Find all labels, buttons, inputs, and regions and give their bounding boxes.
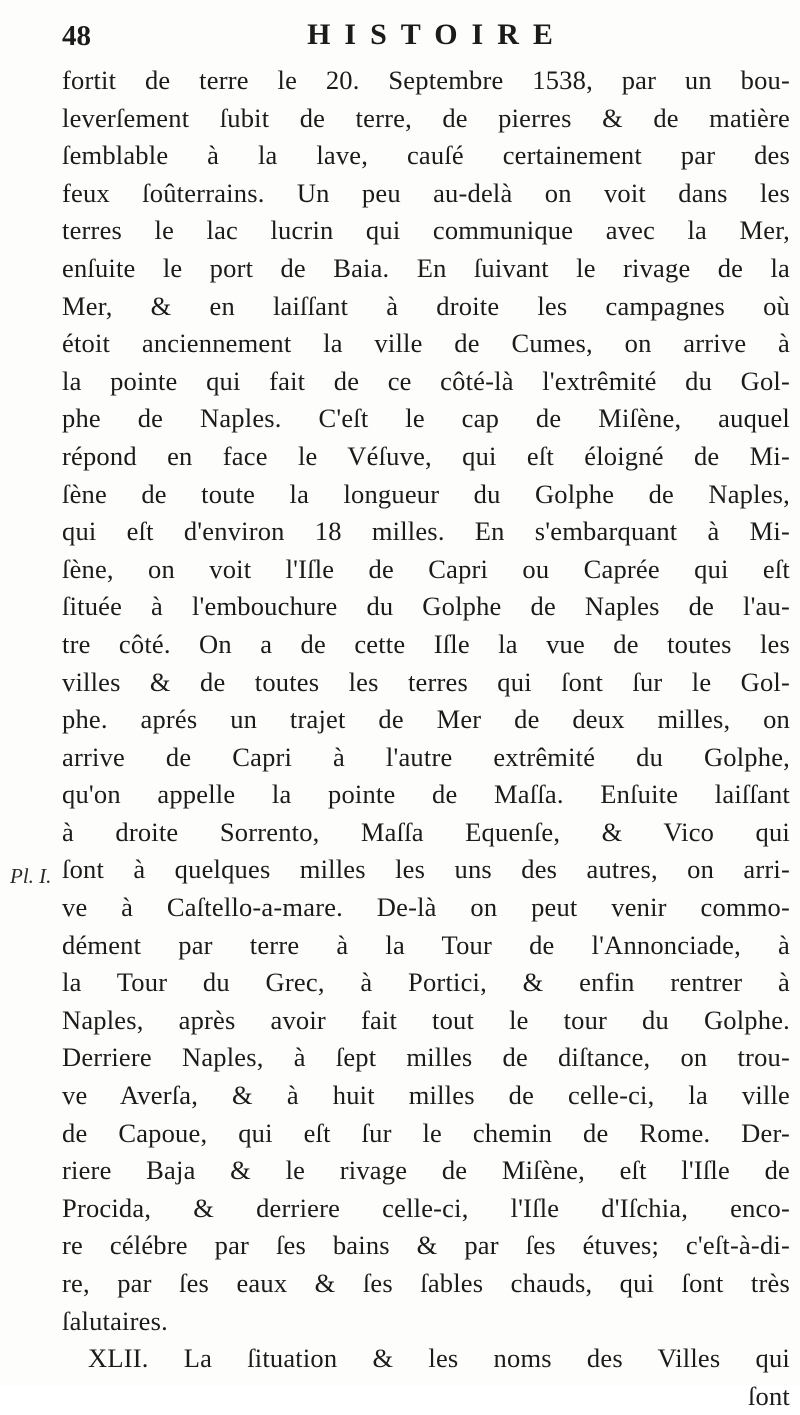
text-line: enſuite le port de Baia. En ſuivant le rivage de la — [62, 252, 790, 283]
text-line: feux ſoûterrains. Un peu au-delà on voit dans les — [62, 177, 790, 208]
text-line: tre côté. On a de cette Iſle la vue de toutes les — [62, 628, 790, 659]
text-line: qui eſt d'environ 18 milles. En s'embarquant à Mi- — [62, 516, 790, 547]
text-line: Derriere Naples, à ſept milles de diſtance, on trou- — [62, 1042, 790, 1073]
page-header — [62, 12, 782, 64]
text-line: ſont à quelques milles les uns des autres, on arri- — [62, 854, 790, 885]
text-line: ſalutaires. — [62, 1305, 168, 1336]
text-line: re, par ſes eaux & ſes ſables chauds, qui ſont très — [62, 1268, 790, 1298]
text-line: à droite Sorrento, Maſſa Equenſe, & Vico qui — [62, 816, 790, 847]
text-line: ve Averſa, & à huit milles de celle-ci, la ville — [62, 1080, 790, 1111]
text-line: ſène, on voit l'Iſle de Capri ou Caprée qui eſt — [62, 553, 790, 584]
text-line: phe. aprés un trajet de Mer de deux milles, on — [62, 704, 790, 735]
section-heading-line: XLII. La ſituation & les noms des Villes qui — [88, 1343, 790, 1374]
catchword: ſont — [747, 1380, 790, 1411]
text-line: riere Baja & le rivage de Miſène, eſt l'Iſle de — [62, 1155, 790, 1186]
margin-note-plate-reference: Pl. I. — [10, 864, 52, 888]
text-line: qu'on appelle la pointe de Maſſa. Enſuite laiſſant — [62, 779, 790, 810]
text-line: dément par terre à la Tour de l'Annonciade, à — [62, 929, 790, 960]
text-line: répond en face le Véſuve, qui eſt éloigné de Mi- — [62, 440, 790, 471]
text-line: étoit anciennement la ville de Cumes, on arrive à — [62, 328, 790, 359]
page-number: 48 — [62, 20, 91, 52]
text-line: Mer, & en laiſſant à droite les campagnes où — [62, 290, 790, 321]
text-line: ſène de toute la longueur du Golphe de Naples, — [62, 478, 790, 509]
text-line: villes & de toutes les terres qui ſont ſur le Gol- — [62, 666, 790, 697]
text-line: leverſement ſubit de terre, de pierres & de matière — [62, 102, 790, 133]
text-line: arrive de Capri à l'autre extrêmité du Golphe, — [62, 741, 790, 772]
text-line: la pointe qui fait de ce côté-là l'extrêmité du Gol- — [62, 365, 790, 396]
text-line: Procida, & derriere celle-ci, l'Iſle d'Iſchia, enco- — [62, 1192, 790, 1223]
text-line: fortit de terre le 20. Septembre 1538, par un bou- — [62, 65, 790, 95]
running-title: HISTOIRE — [307, 18, 567, 51]
text-line: la Tour du Grec, à Portici, & enfin rentrer à — [62, 967, 790, 998]
text-line: ſituée à l'embouchure du Golphe de Naples de l'au- — [62, 591, 790, 622]
text-line: ve à Caſtello-a-mare. De-là on peut venir commo- — [62, 892, 790, 923]
text-line: de Capoue, qui eſt ſur le chemin de Rome. Der- — [62, 1117, 790, 1148]
text-line: phe de Naples. C'eſt le cap de Miſène, auquel — [62, 403, 790, 434]
text-line: ſemblable à la lave, cauſé certainement par des — [62, 140, 790, 171]
body-text — [62, 62, 790, 1415]
text-line: terres le lac lucrin qui communique avec la Mer, — [62, 215, 790, 246]
text-line: re célébre par ſes bains & par ſes étuves; c'eſt-à-di- — [62, 1230, 790, 1261]
text-line: Naples, après avoir fait tout le tour du Golphe. — [62, 1004, 790, 1035]
